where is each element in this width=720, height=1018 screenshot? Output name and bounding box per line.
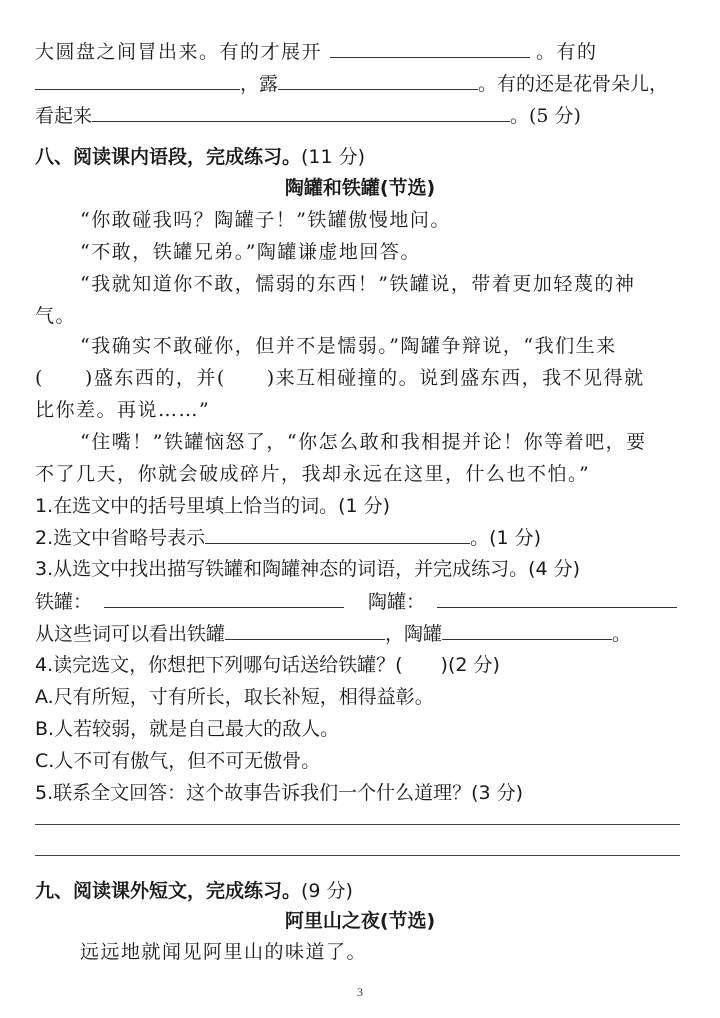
page-number: 3 <box>357 985 363 999</box>
option-a[interactable]: A.尺有所短，寸有所长，取长补短，相得益彰。 <box>35 686 434 708</box>
prev-text: 。有的还是花骨朵儿， <box>478 73 669 95</box>
answer-blank-q2[interactable] <box>205 523 470 544</box>
answer-line-q5-2[interactable] <box>35 855 680 856</box>
section-heading-text: 九、阅读课外短文，完成练习。 <box>35 880 302 902</box>
answer-blank-clay-words[interactable] <box>437 587 677 608</box>
paragraph-line: “不敢，铁罐兄弟。”陶罐谦虚地回答。 <box>80 241 421 263</box>
paragraph-line: 不了几天，你就会破成碎片，我却永远在这里，什么也不怕。” <box>35 463 591 485</box>
question-4[interactable]: 4.读完选文，你想把下列哪句话送给铁罐？( )(2 分) <box>35 654 500 676</box>
question-3: 3.从选文中找出描写铁罐和陶罐神态的词语，并完成练习。(4 分) <box>35 558 581 580</box>
prev-exercise-line-3 <box>35 101 581 129</box>
paragraph-line: 气。 <box>35 305 77 327</box>
section-8-heading <box>35 143 365 171</box>
section-score: (9 分) <box>301 880 353 902</box>
prev-exercise-line-1 <box>35 37 598 65</box>
answer-line-q5-1[interactable] <box>35 824 680 825</box>
question-score: 。(1 分) <box>470 527 542 549</box>
iron-pot-label: 铁罐： <box>35 591 93 613</box>
question-text: 2.选文中省略号表示 <box>35 527 206 549</box>
fill-blank-2[interactable] <box>35 69 240 90</box>
paragraph-line: 比你差。再说……” <box>35 399 211 421</box>
option-c[interactable]: C.人不可有傲气，但不可无傲骨。 <box>35 750 321 772</box>
fill-blank-1[interactable] <box>330 37 530 58</box>
prev-text: ，露 <box>240 73 279 95</box>
paragraph-line-with-blanks[interactable]: ( )盛东西的，并( )来互相碰撞的。说到盛东西，我不见得就 <box>35 367 645 389</box>
prev-text: 看起来 <box>35 105 93 127</box>
section-score: (11 分) <box>301 146 366 168</box>
prev-text: 。有的 <box>536 41 598 63</box>
prev-text: 。(5 分) <box>510 105 581 127</box>
option-b[interactable]: B.人若较弱，就是自己最大的敌人。 <box>35 718 340 740</box>
paragraph-line: “我就知道你不敢，懦弱的东西！”铁罐说，带着更加轻蔑的神 <box>80 273 636 295</box>
prev-exercise-line-2 <box>35 69 668 97</box>
fill-blank-4[interactable] <box>92 101 510 122</box>
clay-pot-label: 陶罐： <box>368 591 426 613</box>
passage-title: 阿里山之夜(节选) <box>284 910 436 932</box>
paragraph-line: “你敢碰我吗？陶罐子！”铁罐傲慢地问。 <box>80 209 451 231</box>
paragraph-line: 远远地就闻见阿里山的味道了。 <box>80 941 368 963</box>
question-3-answers <box>35 587 677 615</box>
passage-title: 陶罐和铁罐(节选) <box>284 177 436 199</box>
question-text: 。 <box>612 623 632 645</box>
section-9-heading <box>35 877 353 905</box>
paragraph-line: “我确实不敢碰你，但并不是懦弱。”陶罐争辩说，“我们生来 <box>80 335 617 357</box>
question-2 <box>35 523 541 551</box>
question-text: 从这些词可以看出铁罐 <box>35 623 226 645</box>
prev-text: 大圆盘之间冒出来。有的才展开 <box>35 41 323 63</box>
answer-blank-clay-trait[interactable] <box>442 619 612 640</box>
answer-blank-iron-words[interactable] <box>104 587 344 608</box>
question-text: ，陶罐 <box>385 623 443 645</box>
question-3-conclusion <box>35 619 631 647</box>
answer-blank-iron-trait[interactable] <box>225 619 385 640</box>
fill-blank-3[interactable] <box>278 69 478 90</box>
paragraph-line: “住嘴！”铁罐恼怒了，“你怎么敢和我相提并论！你等着吧，要 <box>80 431 647 453</box>
section-heading-text: 八、阅读课内语段，完成练习。 <box>35 146 302 168</box>
question-1: 1.在选文中的括号里填上恰当的词。(1 分) <box>35 495 391 517</box>
question-5: 5.联系全文回答：这个故事告诉我们一个什么道理？(3 分) <box>35 782 524 804</box>
